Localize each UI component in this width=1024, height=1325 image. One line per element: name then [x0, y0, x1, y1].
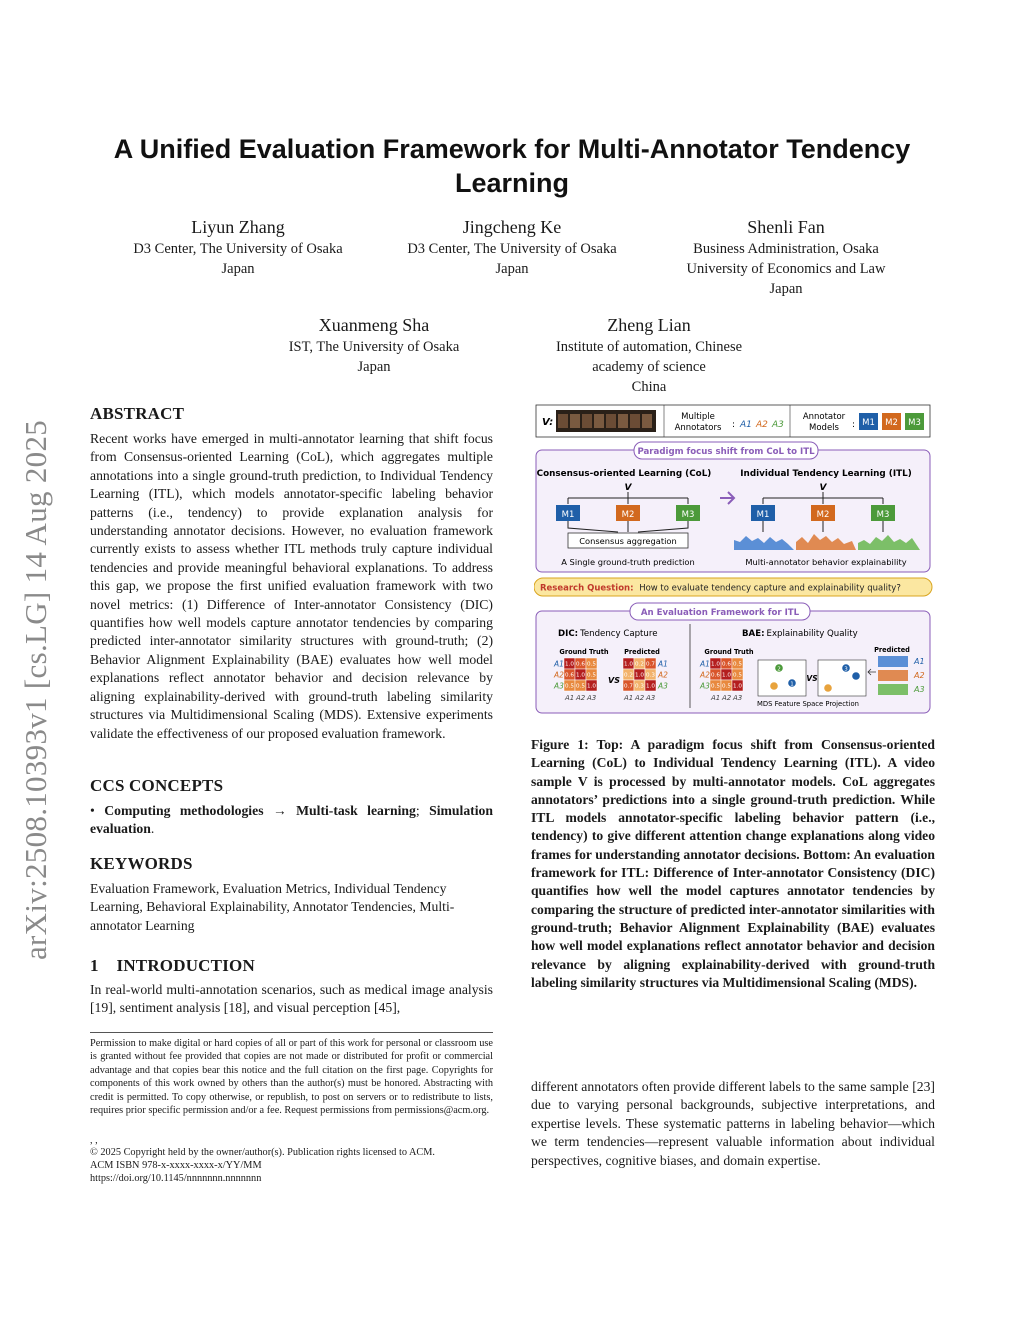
- author-affiliation: academy of science: [592, 359, 706, 375]
- matrix-value: 0.5: [733, 661, 742, 668]
- author-name: Xuanmeng Sha: [318, 315, 430, 335]
- matrix-col-label: A3: [587, 694, 597, 702]
- matrix-value: 1.0: [565, 661, 574, 668]
- col-m3-label: M3: [681, 510, 695, 520]
- matrix-col-label: A1: [711, 694, 721, 702]
- mds-point-orange: [770, 682, 778, 690]
- dic-gt-label: Ground Truth: [559, 648, 609, 656]
- model-m3: M3: [908, 418, 921, 428]
- matrix-value: 1.0: [722, 672, 731, 679]
- eval-label: An Evaluation Framework for ITL: [640, 608, 800, 618]
- annotator-models-label: Annotator: [802, 412, 846, 422]
- mds-point-blue: [852, 672, 860, 680]
- annotator-a2: A2: [756, 420, 768, 430]
- multiple-annotators-label: Annotators: [674, 423, 722, 433]
- author-affiliation: Institute of automation, Chinese: [555, 339, 743, 355]
- matrix-row-label: A1: [554, 659, 564, 669]
- matrix-col-label: A2: [722, 694, 732, 702]
- ccs-item: Simulation evaluation: [90, 803, 493, 837]
- author-name: Zheng Lian: [607, 315, 691, 335]
- author-5: [511, 314, 787, 397]
- annotator-a3: A3: [772, 420, 784, 430]
- matrix-value: 0.5: [722, 683, 731, 690]
- col-title: Consensus-oriented Learning (CoL): [536, 469, 712, 479]
- matrix-row-label: A3: [700, 681, 710, 691]
- isbn-text: ACM ISBN 978-x-xxxx-xxxx-x/YY/MM: [90, 1160, 262, 1171]
- model-m1: M1: [862, 418, 875, 428]
- matrix-value: 1.0: [624, 661, 633, 668]
- v-symbol: V: [624, 483, 632, 493]
- ccs-bullet: •: [90, 803, 95, 818]
- footnote-rule: [90, 1032, 493, 1033]
- author-country: China: [631, 379, 667, 395]
- footnote-commas: , ,: [90, 1135, 98, 1146]
- v-symbol: V: [819, 483, 827, 493]
- matrix-row-label: A2: [554, 670, 564, 680]
- matrix-row-label: A3: [658, 681, 668, 691]
- author-2: [374, 216, 650, 279]
- matrix-value: 0.5: [733, 672, 742, 679]
- rq-label: Research Question:: [540, 583, 634, 594]
- dic-vs: VS: [608, 676, 620, 685]
- bae-vs: VS: [806, 674, 818, 683]
- matrix-value: 0.7: [646, 661, 655, 668]
- matrix-value: 1.0: [587, 683, 596, 690]
- ccs-end: .: [150, 821, 155, 837]
- ccs-item: Computing methodologies → Multi-task learning: [104, 803, 416, 818]
- itl-title: Individual Tendency Learning (ITL): [740, 469, 912, 479]
- matrix-value: 0.5: [711, 683, 720, 690]
- mds-label: MDS Feature Space Projection: [757, 700, 859, 708]
- mds-point-label: 2: [777, 666, 781, 673]
- matrix-value: 0.5: [565, 683, 574, 690]
- matrix-col-label: A2: [576, 694, 586, 702]
- matrix-value: 1.0: [711, 661, 720, 668]
- figure-1: [534, 402, 934, 718]
- pred-a3-label: A3: [914, 685, 925, 694]
- matrix-row-label: A1: [658, 659, 668, 669]
- pred-a2-label: A2: [914, 671, 925, 680]
- itl-m2-label: M2: [816, 510, 830, 520]
- mds-gt-plot: [758, 660, 806, 696]
- annotator-a1: A1: [740, 420, 752, 430]
- matrix-col-label: A2: [635, 694, 645, 702]
- author-affiliation: D3 Center, The University of Osaka: [407, 241, 617, 257]
- matrix-value: 0.3: [635, 683, 644, 690]
- figure-caption: Figure 1: Top: A paradigm focus shift from Consensus-oriented Learning (CoL) to Individual Tendency Learning (ITL). A video sample V is processed by multi-annotator models. CoL aggregates annotators’ predictions into a single ground-truth prediction. While ITL models annotator-specific labeling behavior pattern (i.e., tendency) to give different attention change explanations along video frames for understanding annotator decisions. Bottom: An evaluation framework for ITL: Difference of Inter-annotator Consistency (DIC) quantifies how well the model captures annotator tendencies by comparing the structure of predicted inter-annotator similarities with ground-truth; Behavior Alignment Explainability (BAE) evaluates how well model explanations reflect annotator behavior and decision relevance by aligning explainability-derived with ground-truth labeling similarity structures via Multidimensional Scaling (MDS).: [531, 737, 935, 990]
- matrix-value: 0.5: [576, 683, 585, 690]
- v-label: V:: [542, 417, 554, 428]
- dic-pred-label: Predicted: [624, 648, 660, 656]
- author-1: [100, 216, 376, 279]
- keywords-text: Evaluation Framework, Evaluation Metrics, Individual Tendency Learning, Behavioral Explainability, Annotator Tendencies, Multi-annotator Learning: [90, 881, 455, 933]
- author-name: Shenli Fan: [747, 217, 825, 237]
- matrix-value: 0.6: [565, 672, 574, 679]
- matrix-col-label: A1: [624, 694, 634, 702]
- intro-heading: 1 INTRODUCTION: [90, 956, 255, 975]
- colon: :: [732, 420, 736, 430]
- author-4: [236, 314, 512, 377]
- matrix-value: 0.2: [624, 672, 633, 679]
- itl-m1-label: M1: [756, 510, 770, 520]
- matrix-row-label: A1: [700, 659, 710, 669]
- col-m1-label: M1: [561, 510, 575, 520]
- author-country: Japan: [769, 281, 803, 297]
- abstract-heading: ABSTRACT: [90, 404, 185, 423]
- pred-a1-label: A1: [914, 657, 925, 666]
- matrix-col-label: A3: [733, 694, 743, 702]
- ccs-heading: CCS CONCEPTS: [90, 776, 224, 795]
- author-affiliation: IST, The University of Osaka: [288, 339, 460, 355]
- research-question: [540, 584, 901, 594]
- bae-pred-label: Predicted: [874, 646, 910, 654]
- pred-wave-a2: [878, 670, 908, 681]
- explain-label: Multi-annotator behavior explainability: [745, 557, 907, 567]
- author-country: Japan: [221, 261, 255, 277]
- matrix-value: 1.0: [646, 683, 655, 690]
- author-name: Liyun Zhang: [191, 217, 285, 237]
- paper-title: A Unified Evaluation Framework for Multi-Annotator Tendency Learning: [113, 134, 911, 198]
- copyright-text: © 2025 Copyright held by the owner/author(s). Publication rights licensed to ACM.: [90, 1147, 436, 1158]
- arxiv-stamp: arXiv:2508.10393v1 [cs.LG] 14 Aug 2025: [18, 419, 53, 960]
- pred-wave-a3: [878, 684, 908, 695]
- matrix-value: 0.3: [646, 672, 655, 679]
- matrix-row-label: A2: [658, 670, 668, 680]
- ccs-text: [90, 802, 493, 839]
- author-affiliation: University of Economics and Law: [686, 261, 886, 277]
- author-3: [648, 216, 924, 299]
- colon: :: [852, 420, 856, 430]
- mds-point-label: 3: [844, 666, 848, 673]
- video-frames: [556, 410, 656, 432]
- multiple-annotators-label: Multiple: [681, 412, 715, 422]
- author-name: Jingcheng Ke: [462, 217, 562, 237]
- matrix-col-label: A3: [646, 694, 656, 702]
- keywords-heading: KEYWORDS: [90, 854, 193, 873]
- permission-text: Permission to make digital or hard copies of all or part of this work for personal or classroom use is granted without fee provided that copies are not made or distributed for profit or commercial advantage and that copies bear this notice and the full citation on the first page. Copyrights for components of this work owned by others than the author(s) must be honored. Abstracting with credit is permitted. To copy otherwise, or republish, to post on servers or to redistribute to lists, requires prior specific permission and/or a fee. Request permissions from permissions@acm.org.: [90, 1038, 493, 1117]
- author-affiliation: D3 Center, The University of Osaka: [133, 241, 343, 257]
- matrix-row-label: A2: [700, 670, 710, 680]
- col2-text: different annotators often provide different labels to the same sample [23] due to varying personal backgrounds, subjective interpretations, and expertise levels. These systematic patterns in labeling behavior—which we term tendencies—represent valuable information about individual perspectives, cognitive biases, and domain expertise.: [531, 1079, 935, 1168]
- matrix-value: 0.6: [711, 672, 720, 679]
- consensus-label: Consensus aggregation: [579, 536, 677, 546]
- itl-m3-label: M3: [876, 510, 890, 520]
- matrix-value: 0.2: [635, 661, 644, 668]
- abstract-text: Recent works have emerged in multi-annotator learning that shift focus from Consensus-oriented Learning (CoL), which aggregates multiple annotations into a single ground-truth prediction, to Individual Tendency Learning (ITL), which models annotator-specific labeling behavior patterns (i.e., tendency) to provide explanation analysis for understanding annotator decisions. However, no evaluation framework currently exists to assess whether ITL methods truly capture individual tendencies and provide meaningful behavioral explanations. To address this gap, we propose the first unified evaluation framework with two novel metrics: (1) Difference of Inter-annotator Consistency (DIC) quantifies how well models capture annotator tendencies by comparing predicted inter-annotator similarity structures with ground-truth; (2) Behavior Alignment Explainability (BAE) evaluates how well model explanations reflect annotator behavior and decision relevance by aligning explainability-derived with ground-truth labeling similarity structures via Multidimensional Scaling (MDS). Extensive experiments validate the effectiveness of our proposed evaluation framework.: [90, 431, 493, 741]
- matrix-value: 0.6: [722, 661, 731, 668]
- author-country: Japan: [357, 359, 391, 375]
- paradigm-label: Paradigm focus shift from CoL to ITL: [637, 447, 815, 457]
- matrix-value: 0.6: [576, 661, 585, 668]
- pred-wave-a1: [878, 656, 908, 667]
- matrix-value: 0.5: [587, 672, 596, 679]
- bae-gt-label: Ground Truth: [704, 648, 754, 656]
- matrix-value: 0.5: [587, 661, 596, 668]
- matrix-value: 1.0: [733, 683, 742, 690]
- ccs-separator: ;: [415, 803, 430, 818]
- matrix-col-label: A1: [565, 694, 575, 702]
- rq-text: How to evaluate tendency capture and explainability quality?: [639, 583, 901, 594]
- matrix-row-label: A3: [554, 681, 564, 691]
- matrix-value: 1.0: [576, 672, 585, 679]
- matrix-value: 0.7: [624, 683, 633, 690]
- author-country: Japan: [495, 261, 529, 277]
- doi-link[interactable]: https://doi.org/10.1145/nnnnnnn.nnnnnnn: [90, 1173, 262, 1184]
- dic-title: DIC: Tendency Capture: [558, 629, 658, 639]
- bae-title: BAE: Explainability Quality: [742, 629, 858, 639]
- col-m2-label: M2: [621, 510, 635, 520]
- annotator-models-label: Models: [809, 423, 839, 433]
- matrix-value: 1.0: [635, 672, 644, 679]
- single-gt-label: A Single ground-truth prediction: [561, 557, 695, 567]
- mds-point-label: 1: [790, 681, 794, 688]
- mds-point-orange: [824, 684, 832, 692]
- intro-text: In real-world multi-annotation scenarios, such as medical image analysis [19], sentiment analysis [18], and visual perception [45],: [90, 982, 493, 1016]
- model-m2: M2: [885, 418, 898, 428]
- author-affiliation: Business Administration, Osaka: [693, 241, 879, 257]
